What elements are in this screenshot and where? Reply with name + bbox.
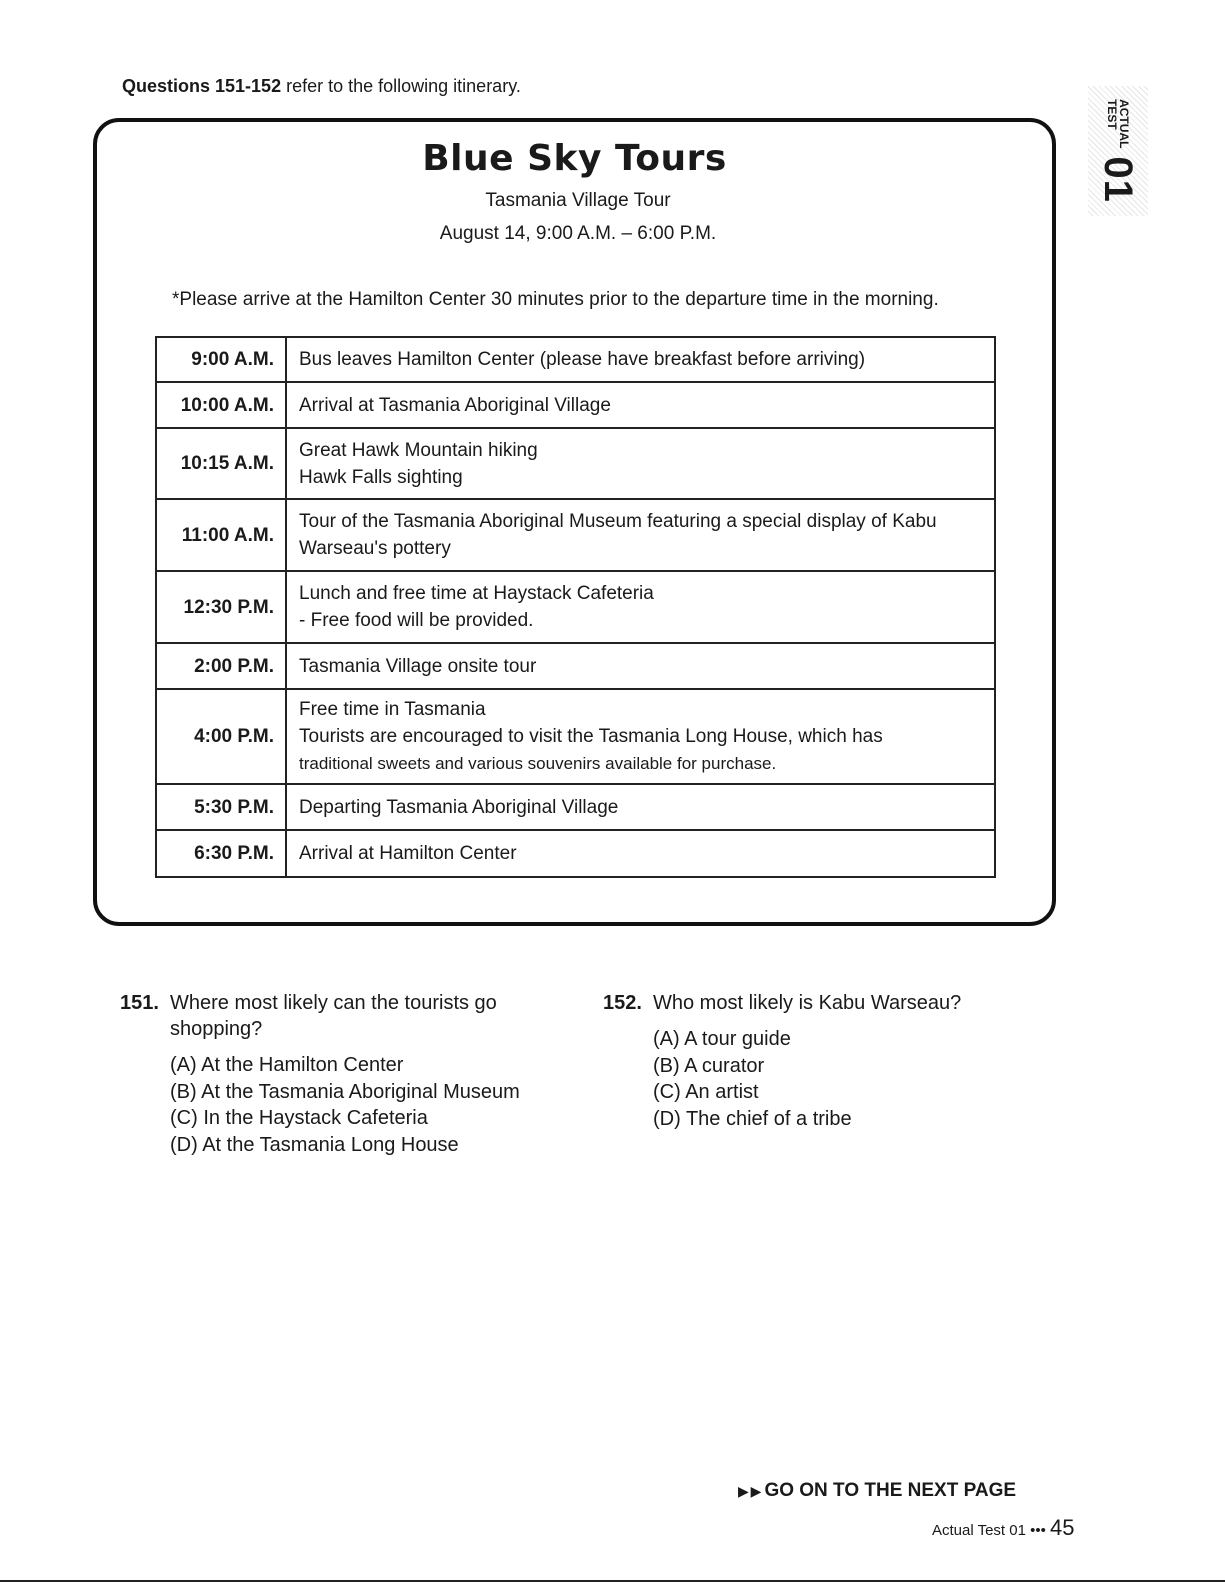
row-time: 10:00 A.M. — [156, 382, 286, 428]
question-number: 152. — [603, 992, 642, 1014]
option-c[interactable]: (C) In the Haystack Cafeteria — [170, 1107, 428, 1129]
question-152 — [603, 990, 1043, 1140]
option-b[interactable]: (B) A curator — [653, 1054, 765, 1077]
row-desc: Great Hawk Mountain hiking Hawk Falls sighting — [286, 428, 995, 499]
questions-range: Questions 151-152 — [122, 76, 282, 96]
row-time: 10:15 A.M. — [156, 428, 286, 499]
page-footer — [932, 1515, 1075, 1541]
row-desc: Tasmania Village onsite tour — [286, 643, 995, 689]
page-number: 45 — [1050, 1515, 1075, 1540]
intro-text: refer to the following itinerary. — [281, 76, 521, 96]
row-time: 6:30 P.M. — [156, 830, 286, 877]
double-arrow-icon: ▶ ▶ — [738, 1483, 761, 1499]
row-desc: Departing Tasmania Aboriginal Village — [286, 784, 995, 830]
option-a[interactable]: (A) At the Hamilton Center — [170, 1054, 404, 1076]
itinerary-date: August 14, 9:00 A.M. – 6:00 P.M. — [439, 223, 717, 244]
row-desc: Bus leaves Hamilton Center (please have breakfast before arriving) — [286, 337, 995, 382]
side-tab-actual: ACTUAL — [1117, 99, 1131, 149]
question-text: Who most likely is Kabu Warseau? — [653, 992, 962, 1014]
itinerary-title: Blue Sky Tours — [422, 138, 727, 179]
option-c[interactable]: (C) An artist — [653, 1081, 759, 1103]
row-time: 4:00 P.M. — [156, 689, 286, 784]
option-a[interactable]: (A) A tour guide — [653, 1028, 791, 1050]
go-on-next-page[interactable] — [738, 1480, 1016, 1502]
schedule-table — [155, 336, 996, 878]
row-desc: Arrival at Tasmania Aboriginal Village — [286, 382, 995, 428]
question-151 — [120, 990, 560, 1170]
row-time: 12:30 P.M. — [156, 571, 286, 643]
row-time: 9:00 A.M. — [156, 337, 286, 382]
answer-options — [653, 1026, 852, 1132]
bottom-divider — [0, 1580, 1225, 1582]
row-desc: Tour of the Tasmania Aboriginal Museum featuring a special display of Kabu Warseau's pottery — [286, 499, 995, 571]
itinerary-note: *Please arrive at the Hamilton Center 30 minutes prior to the departure time in the morning. — [172, 289, 939, 310]
side-tab — [1088, 86, 1148, 216]
table-row — [156, 337, 995, 382]
row-time: 11:00 A.M. — [156, 499, 286, 571]
table-row — [156, 499, 995, 571]
footer-label: Actual Test 01 ••• — [932, 1522, 1051, 1539]
option-d[interactable]: (D) The chief of a tribe — [653, 1107, 852, 1130]
question-number: 151. — [120, 992, 159, 1014]
table-row — [156, 784, 995, 830]
table-row — [156, 382, 995, 428]
side-tab-number: 01 — [1096, 156, 1140, 203]
row-desc: Free time in Tasmania Tourists are encouraged to visit the Tasmania Long House, which has traditional sweets and various souvenirs available for purchase. — [286, 689, 995, 784]
row-time: 2:00 P.M. — [156, 643, 286, 689]
table-row — [156, 428, 995, 499]
table-row — [156, 830, 995, 877]
itinerary-subtitle: Tasmania Village Tour — [485, 190, 671, 211]
question-text: Where most likely can the tourists go shopping? — [170, 992, 497, 1040]
row-desc: Arrival at Hamilton Center — [286, 830, 995, 877]
side-tab-test: TEST — [1105, 99, 1119, 130]
row-desc: Lunch and free time at Haystack Cafeteria - Free food will be provided. — [286, 571, 995, 643]
go-on-label: GO ON TO THE NEXT PAGE — [764, 1480, 1017, 1501]
row-time: 5:30 P.M. — [156, 784, 286, 830]
answer-options — [170, 1052, 520, 1158]
table-row — [156, 571, 995, 643]
option-b[interactable]: (B) At the Tasmania Aboriginal Museum — [170, 1080, 520, 1103]
intro-line — [122, 76, 521, 97]
option-d[interactable]: (D) At the Tasmania Long House — [170, 1133, 459, 1156]
table-row — [156, 689, 995, 784]
table-row — [156, 643, 995, 689]
